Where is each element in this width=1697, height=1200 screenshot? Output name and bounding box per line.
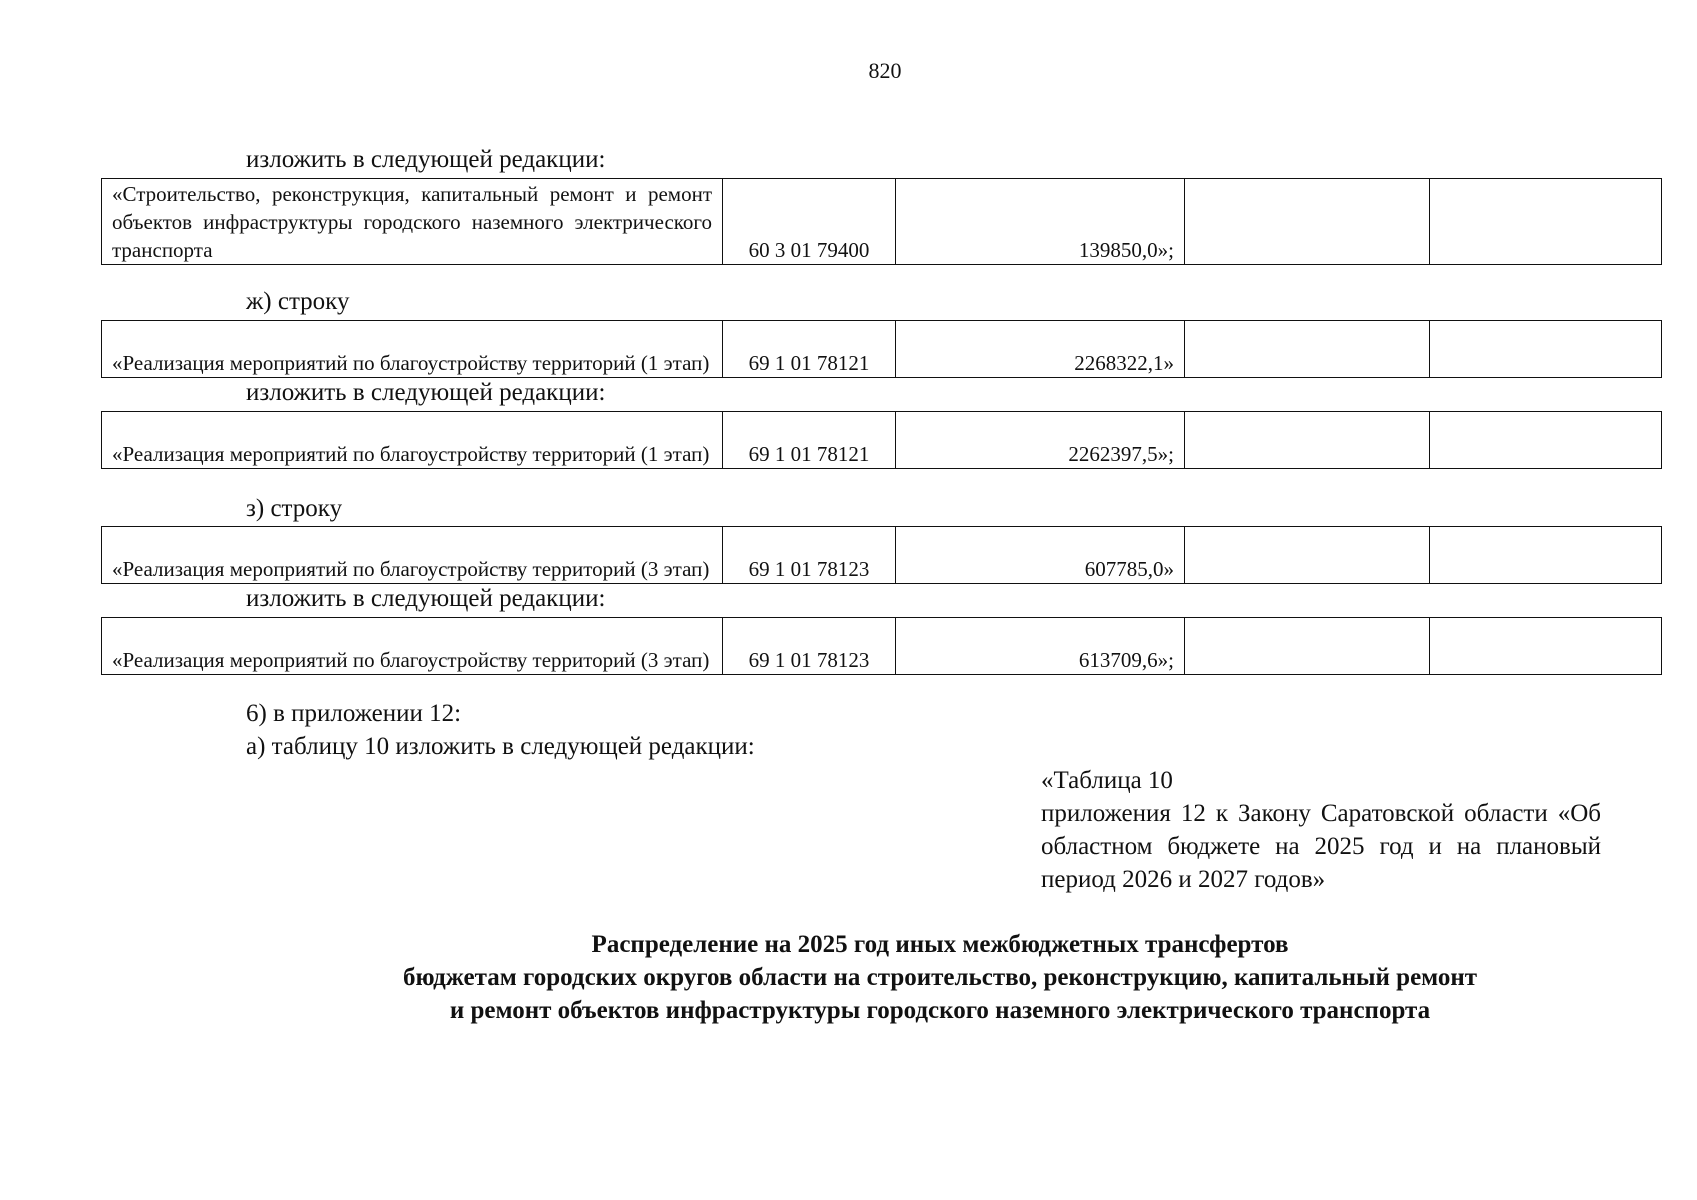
table-row (102, 527, 1662, 584)
empty-cell (1430, 527, 1662, 584)
row-amount: 607785,0» (896, 527, 1185, 584)
intro-edit-3: изложить в следующей редакции: (246, 585, 606, 612)
row-code: 69 1 01 78121 (723, 412, 896, 469)
row-code: 60 3 01 79400 (723, 179, 896, 265)
budget-row-table-4 (101, 526, 1662, 584)
heading-line-3: и ремонт объектов инфраструктуры городского наземного электрического транспорта (449, 997, 1431, 1024)
row-code: 69 1 01 78123 (723, 527, 896, 584)
row-name: «Реализация мероприятий по благоустройству территорий (1 этап) (102, 412, 723, 469)
empty-cell (1185, 527, 1430, 584)
table-row (102, 618, 1662, 675)
table-row (102, 321, 1662, 378)
table-row (102, 179, 1662, 265)
row-amount: 613709,6»; (896, 618, 1185, 675)
empty-cell (1185, 321, 1430, 378)
empty-cell (1430, 321, 1662, 378)
row-name: «Реализация мероприятий по благоустройству территорий (3 этап) (102, 527, 723, 584)
reference-title: «Таблица 10 (1041, 767, 1173, 794)
heading-line-2: бюджетам городских округов области на строительство, реконструкцию, капитальный ремонт (402, 964, 1478, 991)
intro-z: з) строку (246, 495, 343, 522)
row-name: «Строительство, реконструкция, капитальный ремонт и ремонт объектов инфраструктуры городского наземного электрического транспорта (102, 179, 723, 265)
row-amount: 2268322,1» (896, 321, 1185, 378)
heading-line-1: Распределение на 2025 год иных межбюджетных трансфертов (591, 931, 1289, 958)
page-number: 820 (868, 58, 902, 83)
row-amount: 2262397,5»; (896, 412, 1185, 469)
table-reference-block (1041, 764, 1601, 896)
budget-row-table-3 (101, 411, 1662, 469)
reference-body: приложения 12 к Закону Саратовской области «Об областном бюджете на 2025 год и на плановый период 2026 и 2027 годов» (1041, 800, 1601, 893)
empty-cell (1430, 412, 1662, 469)
row-name: «Реализация мероприятий по благоустройству территорий (3 этап) (102, 618, 723, 675)
intro-edit-1: изложить в следующей редакции: (246, 146, 606, 173)
empty-cell (1185, 412, 1430, 469)
row-amount: 139850,0»; (896, 179, 1185, 265)
empty-cell (1430, 179, 1662, 265)
budget-row-table-2 (101, 320, 1662, 378)
empty-cell (1430, 618, 1662, 675)
row-code: 69 1 01 78123 (723, 618, 896, 675)
document-heading (245, 928, 1635, 1027)
intro-zh: ж) строку (246, 288, 350, 315)
table-row (102, 412, 1662, 469)
item-6: 6) в приложении 12: (246, 700, 462, 727)
empty-cell (1185, 179, 1430, 265)
intro-edit-2: изложить в следующей редакции: (246, 379, 606, 406)
item-a: а) таблицу 10 изложить в следующей редакции: (246, 733, 755, 760)
row-code: 69 1 01 78121 (723, 321, 896, 378)
empty-cell (1185, 618, 1430, 675)
row-name: «Реализация мероприятий по благоустройству территорий (1 этап) (102, 321, 723, 378)
budget-row-table-5 (101, 617, 1662, 675)
budget-row-table-1 (101, 178, 1662, 265)
